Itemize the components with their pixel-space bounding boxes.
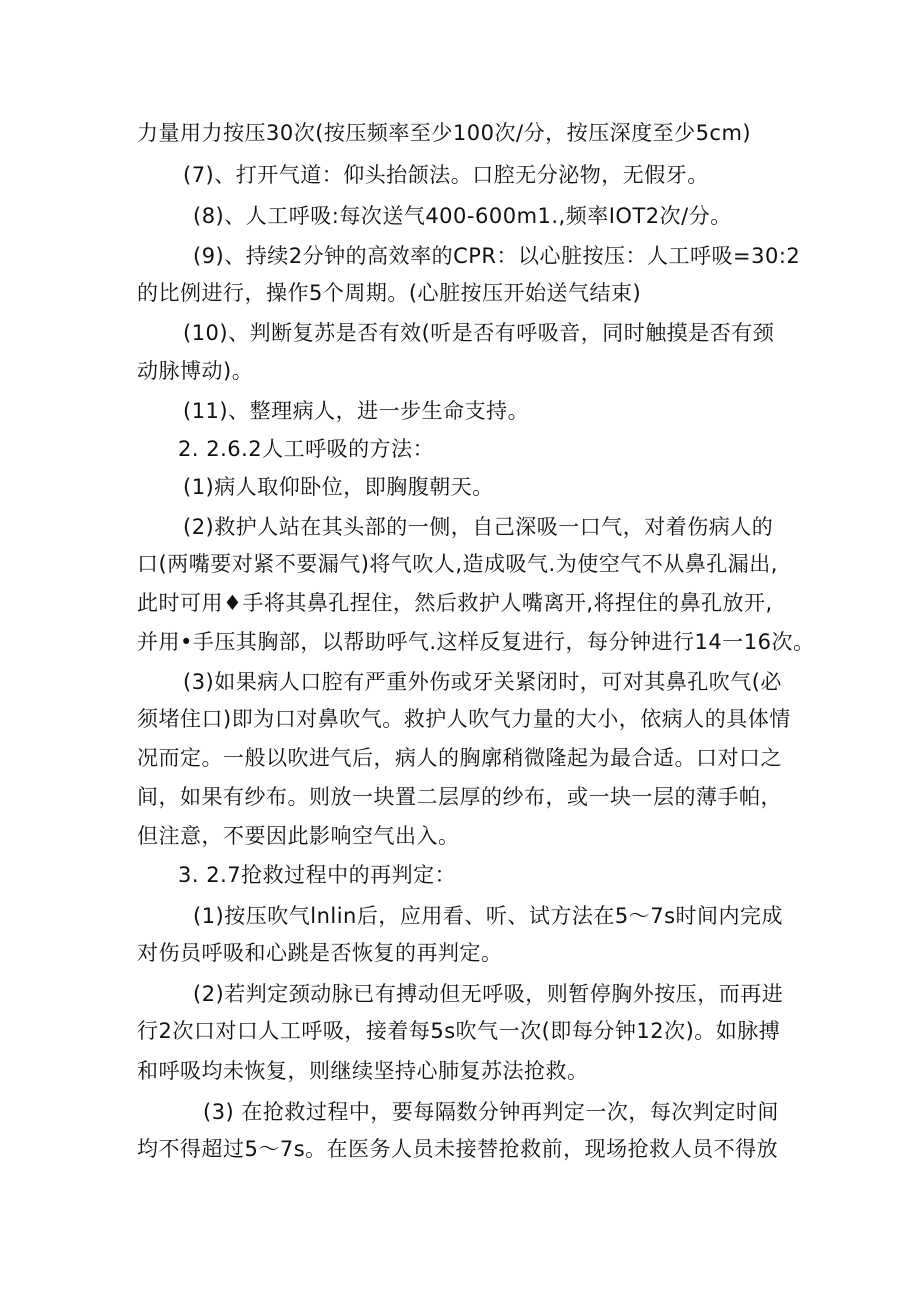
text-line: 但注意，不要因此影响空气出入。: [137, 824, 460, 848]
text-line: 间，如果有纱布。则放一块置二层厚的纱布，或一块一层的薄手帕，: [137, 785, 782, 809]
text-line: (1)病人取仰卧位，即胸腹朝天。: [183, 475, 494, 499]
text-line: 均不得超过5～7s。在医务人员未接替抢救前，现场抢救人员不得放: [137, 1137, 779, 1161]
text-line: 行2次口对口人工呼吸，接着每5s吹气一次(即每分钟12次)。如脉搏: [137, 1019, 781, 1043]
text-line: 力量用力按压30次(按压频率至少100次/分，按压深度至少5cm): [137, 121, 752, 145]
text-line: 况而定。一般以吹进气后，病人的胸廓稍微隆起为最合适。口对口之: [137, 746, 782, 770]
text-line: 对伤员呼吸和心跳是否恢复的再判定。: [137, 941, 503, 965]
text-line: 动脉博动)。: [137, 359, 254, 383]
text-line: 此时可用♦手将其鼻孔捏住，然后救护人嘴离开,将捏住的鼻孔放开,: [137, 591, 773, 615]
text-line: (10)、判断复苏是否有效(听是否有呼吸音，同时触摸是否有颈: [183, 321, 775, 345]
text-line: (3) 在抢救过程中，要每隔数分钟再判定一次，每次判定时间: [203, 1100, 779, 1124]
text-line: (9)、持续2分钟的高效率的CPR：以心脏按压：人工呼吸=30:2: [193, 244, 801, 268]
text-line: (3)如果病人口腔有严重外伤或牙关紧闭时，可对其鼻孔吹气(必: [183, 670, 782, 694]
section-heading: 3. 2.7抢救过程中的再判定：: [178, 863, 457, 887]
text-line: (2)救护人站在其头部的一侧，自己深吸一口气，对着伤病人的: [183, 515, 774, 539]
text-line: (11)、整理病人，进一步生命支持。: [183, 399, 530, 423]
text-line: (7)、打开气道：仰头抬颌法。口腔无分泌物，无假牙。: [183, 163, 709, 187]
text-line: 和呼吸均未恢复，则继续坚持心肺复苏法抢救。: [137, 1059, 589, 1083]
text-line: (1)按压吹气lnlin后，应用看、听、试方法在5～7s时间内完成: [193, 904, 784, 928]
text-line: (2)若判定颈动脉已有搏动但无呼吸，则暂停胸外按压，而再进: [193, 982, 784, 1006]
text-line: (8)、人工呼吸:每次送气400-600m1.,频率IOT2次/分。: [193, 204, 732, 228]
section-heading: 2. 2.6.2人工呼吸的方法：: [178, 437, 435, 461]
text-line: 的比例进行，操作5个周期。(心脏按压开始送气结束): [137, 281, 642, 305]
text-line: 须堵住口)即为口对鼻吹气。救护人吹气力量的大小，依病人的具体情: [137, 707, 791, 731]
text-line: 口(两嘴要对紧不要漏气)将气吹人,造成吸气.为使空气不从鼻孔漏出,: [137, 552, 778, 576]
text-line: 并用•手压其胸部，以帮助呼气.这样反复进行，每分钟进行14一16次。: [137, 630, 815, 654]
